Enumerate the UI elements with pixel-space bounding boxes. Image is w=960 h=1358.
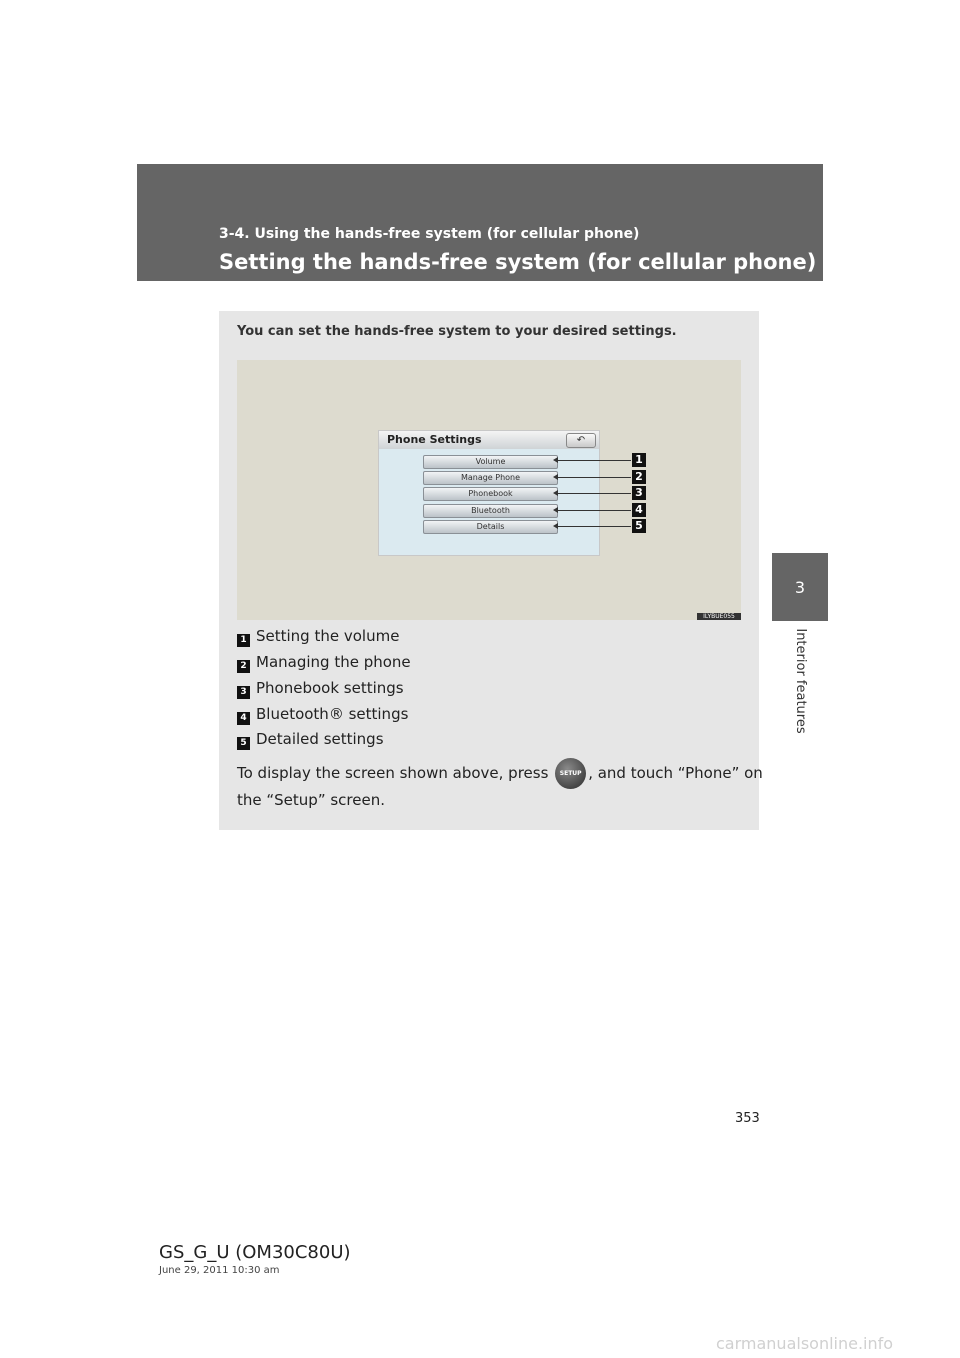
callout-5: 5 [632, 519, 646, 533]
page-number: 353 [735, 1111, 760, 1126]
chapter-label: Interior features [793, 628, 808, 734]
screen-title: Phone Settings [387, 433, 482, 446]
callout-line [557, 477, 631, 478]
section-label: 3-4. Using the hands-free system (for cellular phone) [219, 226, 640, 242]
legend-text: Phonebook settings [256, 679, 404, 697]
instruction-line: the “Setup” screen. [237, 791, 385, 809]
callout-3: 3 [632, 486, 646, 500]
legend-number: 1 [237, 634, 250, 647]
figure [237, 360, 741, 620]
figure-code: ILYBUE055 [697, 613, 741, 620]
legend-text: Managing the phone [256, 653, 411, 671]
document-code: GS_G_U (OM30C80U) [159, 1242, 351, 1263]
legend-number: 2 [237, 660, 250, 673]
return-arrow-icon: ↶ [566, 433, 596, 448]
callout-4: 4 [632, 503, 646, 517]
legend-item [237, 705, 408, 725]
legend-number: 5 [237, 737, 250, 750]
legend-item [237, 627, 399, 647]
screen-title-bar [379, 431, 599, 449]
content-box [219, 311, 763, 830]
intro-text: You can set the hands-free system to your desired settings. [237, 324, 677, 339]
manage-phone-button: Manage Phone [423, 471, 558, 485]
phonebook-button: Phonebook [423, 487, 558, 501]
bluetooth-button: Bluetooth [423, 504, 558, 518]
header-band [137, 164, 823, 281]
legend-item [237, 653, 411, 673]
page-title: Setting the hands-free system (for cellular phone) [219, 250, 817, 274]
instruction-text: , and touch “Phone” on [588, 764, 763, 782]
instruction-line [237, 758, 763, 789]
chapter-tab [772, 553, 828, 621]
legend-item [237, 730, 384, 750]
legend-text: Detailed settings [256, 730, 384, 748]
callout-line [557, 526, 631, 527]
details-button: Details [423, 520, 558, 534]
chapter-number: 3 [794, 577, 806, 597]
legend-text: Bluetooth® settings [256, 705, 409, 723]
callout-line [557, 460, 631, 461]
watermark: carmanualsonline.info [716, 1334, 894, 1353]
legend-number: 4 [237, 712, 250, 725]
callout-line [557, 493, 631, 494]
callout-2: 2 [632, 470, 646, 484]
document-date: June 29, 2011 10:30 am [159, 1265, 280, 1276]
setup-button-icon: SETUP [555, 758, 586, 789]
legend-number: 3 [237, 686, 250, 699]
legend-text: Setting the volume [256, 627, 400, 645]
callout-1: 1 [632, 453, 646, 467]
volume-button: Volume [423, 455, 558, 469]
legend-item [237, 679, 404, 699]
instruction-text: To display the screen shown above, press [237, 764, 549, 782]
callout-line [557, 510, 631, 511]
